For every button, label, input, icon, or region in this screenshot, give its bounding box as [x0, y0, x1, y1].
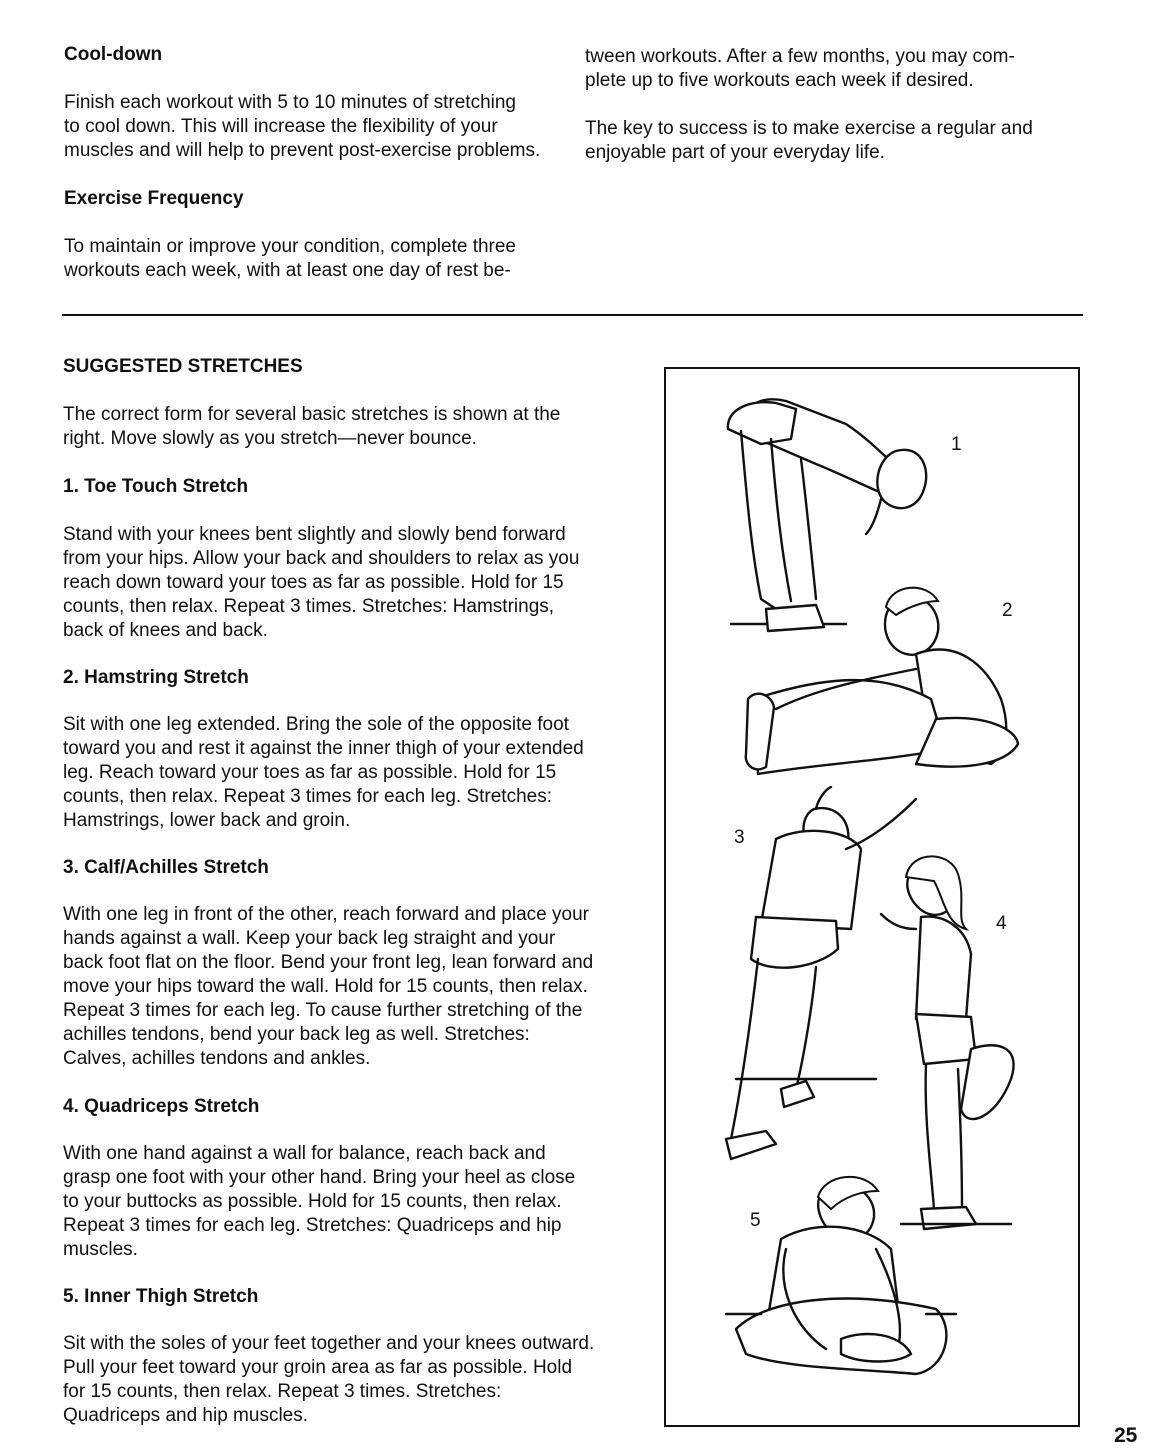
stretch-line: Repeat 3 times for each leg. Stretches: Quadriceps and hip [63, 1215, 562, 1236]
figure-label-4: 4 [996, 913, 1007, 934]
stretch-line: move your hips toward the wall. Hold for 15 counts, then relax. [63, 976, 588, 997]
page-number: 25 [1114, 1424, 1138, 1447]
figure-label-5: 5 [750, 1210, 761, 1231]
stretch-line: Quadriceps and hip muscles. [63, 1405, 309, 1426]
stretch-line: Sit with one leg extended. Bring the sole of the opposite foot [63, 714, 569, 735]
stretch-line: Calves, achilles tendons and ankles. [63, 1048, 371, 1069]
right-line: tween workouts. After a few months, you may com- [585, 46, 1015, 67]
stretch-line: muscles. [63, 1239, 138, 1260]
right-line: The key to success is to make exercise a regular and [585, 118, 1033, 139]
stretch-line: hands against a wall. Keep your back leg straight and your [63, 928, 556, 949]
figure-label-1: 1 [951, 434, 962, 455]
inner-thigh-stretch-illustration [726, 1177, 956, 1374]
stretch-line: Repeat 3 times for each leg. To cause further stretching of the [63, 1000, 583, 1021]
stretch-illustrations-box [664, 367, 1080, 1427]
stretch-illustrations [666, 369, 1078, 1425]
stretch-title-3: 3. Calf/Achilles Stretch [63, 857, 269, 878]
stretch-title-1: 1. Toe Touch Stretch [63, 476, 249, 497]
stretch-line: achilles tendons, bend your back leg as well. Stretches: [63, 1024, 530, 1045]
frequency-section [64, 187, 564, 283]
figure-label-3: 3 [734, 827, 745, 848]
cooldown-line: Finish each workout with 5 to 10 minutes of stretching [64, 92, 517, 113]
stretch-line: grasp one foot with your other hand. Bring your heel as close [63, 1167, 576, 1188]
stretch-line: Stand with your knees bent slightly and slowly bend forward [63, 524, 566, 545]
right-column [585, 45, 1085, 165]
stretch-line: reach down toward your toes as far as possible. Hold for 15 [63, 572, 564, 593]
frequency-heading: Exercise Frequency [64, 188, 244, 209]
stretch-line: With one hand against a wall for balance, reach back and [63, 1143, 546, 1164]
section-divider [62, 314, 1083, 316]
stretch-line: toward you and rest it against the inner thigh of your extended [63, 738, 584, 759]
stretch-title-4: 4. Quadriceps Stretch [63, 1096, 260, 1117]
stretch-line: back of knees and back. [63, 620, 268, 641]
cooldown-line: muscles and will help to prevent post-exercise problems. [64, 140, 541, 161]
cooldown-heading: Cool-down [64, 44, 163, 65]
stretch-line: Hamstrings, lower back and groin. [63, 810, 351, 831]
right-line: plete up to five workouts each week if desired. [585, 70, 974, 91]
calf-stretch-illustration [726, 787, 916, 1159]
frequency-line: To maintain or improve your condition, complete three [64, 236, 517, 257]
quadriceps-stretch-illustration [881, 856, 1014, 1229]
stretches-section [63, 355, 643, 1428]
stretch-title-5: 5. Inner Thigh Stretch [63, 1286, 259, 1307]
stretch-line: counts, then relax. Repeat 3 times. Stretches: Hamstrings, [63, 596, 555, 617]
stretch-line: With one leg in front of the other, reach forward and place your [63, 904, 589, 925]
stretch-line: leg. Reach toward your toes as far as possible. Hold for 15 [63, 762, 557, 783]
stretch-line: Pull your feet toward your groin area as far as possible. Hold [63, 1357, 573, 1378]
stretch-line: for 15 counts, then relax. Repeat 3 times. Stretches: [63, 1381, 502, 1402]
right-line: enjoyable part of your everyday life. [585, 142, 885, 163]
figure-label-2: 2 [1002, 600, 1013, 621]
frequency-line: workouts each week, with at least one day of rest be- [64, 260, 511, 281]
stretch-line: from your hips. Allow your back and shoulders to relax as you [63, 548, 580, 569]
cooldown-section [64, 43, 564, 163]
stretches-intro-line: The correct form for several basic stretches is shown at the [63, 404, 561, 425]
stretches-heading: SUGGESTED STRETCHES [63, 356, 303, 377]
stretch-line: back foot flat on the floor. Bend your front leg, lean forward and [63, 952, 594, 973]
stretches-intro-line: right. Move slowly as you stretch—never bounce. [63, 428, 477, 449]
stretch-line: Sit with the soles of your feet together and your knees outward. [63, 1333, 595, 1354]
stretch-title-2: 2. Hamstring Stretch [63, 667, 249, 688]
stretch-line: counts, then relax. Repeat 3 times for each leg. Stretches: [63, 786, 552, 807]
stretch-line: to your buttocks as possible. Hold for 15 counts, then relax. [63, 1191, 562, 1212]
cooldown-line: to cool down. This will increase the flexibility of your [64, 116, 498, 137]
